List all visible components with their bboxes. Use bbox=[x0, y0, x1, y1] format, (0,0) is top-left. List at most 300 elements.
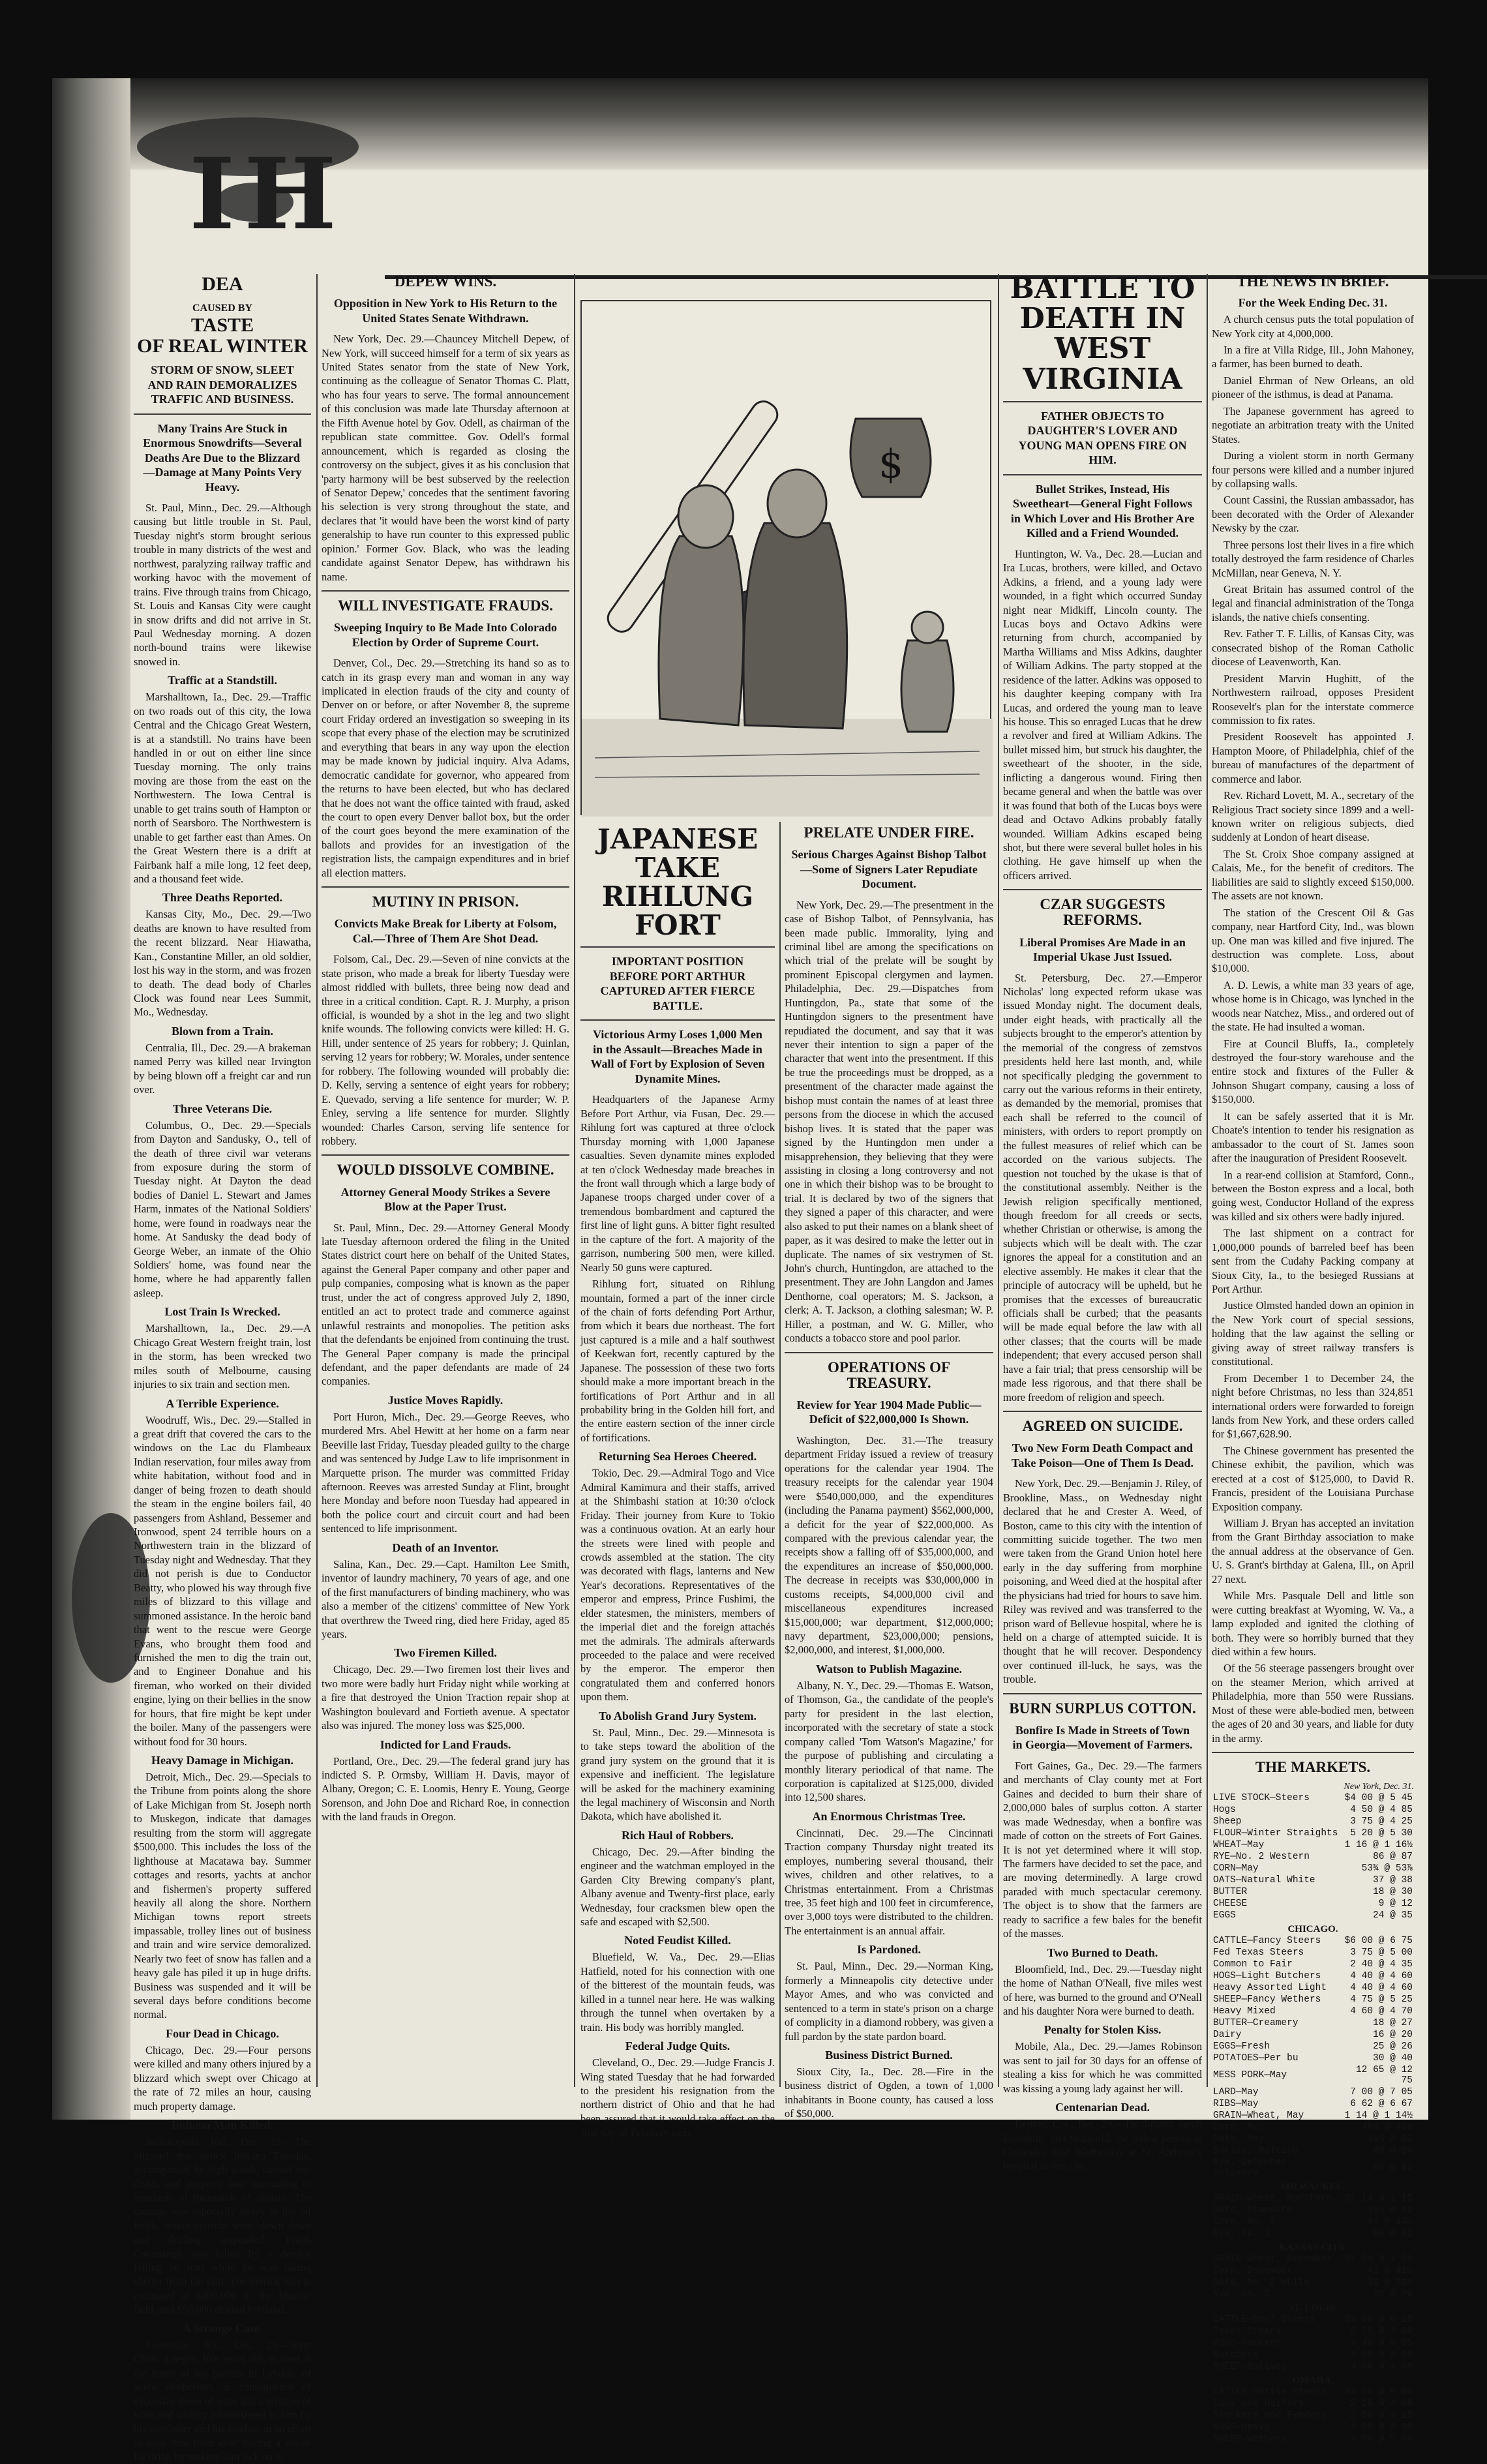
story-subhead: Four Dead in Chicago. bbox=[166, 2026, 279, 2040]
deck: Serious Charges Against Bishop Talbot—Some of Signers Later Repudiate Document. bbox=[791, 848, 987, 891]
story-body: Marshalltown, Ia., Dec. 29.—Traffic on two roads out of this city, the Iowa Central and the Chicago Great Western, is at a standstill. No trains have been handled in or out on either line since Tuesday morning. The only trains moving are those from the east on the Northwestern. The Iowa Central is unable to get trains south of Hampton or north of Searsboro. The Northwestern is unable to get farther east than Ames. On the Great Western there is a drift at Fairbank half a mile long, 12 feet deep, and a thousand feet wide. bbox=[134, 691, 311, 885]
markets-label: Common to Fair bbox=[1213, 1959, 1293, 1970]
markets-value: 6 62 @ 6 67 bbox=[1350, 2099, 1413, 2110]
headline-japanese: JAPANESE TAKE RIHLUNG FORT bbox=[597, 823, 759, 942]
news-brief-dateline: For the Week Ending Dec. 31. bbox=[1238, 296, 1388, 310]
story-body: New York, Dec. 29.—The presentment in the case of Bishop Talbot, of Pennsylvania, has been made public. Immorality, lying and criminal libel are among the specifications on which trial of the prelate will be sought by prominent Episcopal clergymen and laymen. Philadelphia, Dec. 29.—Dispatches from Huntingdon, Pa., state that some of the Huntingdon signers to the presentment have repudiated the document, and say that it was never their intention to sign a paper of the character that went into the presentment. If this be true the proceedings must be dropped, as a presentment of the character made against the bishop must contain the names of at least three persons from the diocese in which the accused bishop lives. It is stated that the paper was signed by the Huntingdon men under a misapprehension, they believing that they were assisting in closing a long controversy and not one in which their bishop was to be brought to trial. It is declared by two of the signers that they signed a paper of this character, and were also asked to put their names on a blank sheet of paper, as it was desired to make the letter out in duplicate. The names of six vestrymen of St. John's church, Huntingdon, are attached to the presentment. They are John Langdon and James Denthorne, coal operators; M. S. Jackson, a clerk; A. T. Jackson, a clothing salesman; W. P. Hiller, a postman, and W. G. Miller, who conducts a tobacco store and pool parlor. bbox=[785, 898, 993, 1345]
markets-value: $1 04 @ 1 05 bbox=[1344, 2254, 1413, 2265]
markets-value: 25 @ 26 bbox=[1373, 2041, 1413, 2052]
story-body: Chicago, Dec. 29.—Two firemen lost their lives and two more were badly hurt Friday night while working at a fire that destroyed the Union Traction repair shop at Washington boulevard and Fortieth avenue. A spectator also was injured. The money loss was $25,000. bbox=[322, 1663, 569, 1732]
markets-row bbox=[1212, 2228, 1414, 2240]
markets-label: SHEEP—Fancy Wethers bbox=[1213, 1994, 1321, 2006]
story-body: Washington, Dec. 31.—The treasury department Friday issued a review of treasury operations for the calendar year 1904. The treasury receipts for the calendar year 1904 were $540,000,000, and the expenditures (including the Panama payment) $562,000,000, a deficit for the year of $22,000,000. As compared with the previous calendar year, the receipts show a falling off of $35,000,000, and the expenditures an increase of $50,000,000. The decrease in receipts was $30,000,000 in customs receipts, $4,000,000 civil and miscellaneous expenditures increased $15,000,000; war department, $12,000,000; navy department, $23,000,000; pensions, $2,000,000, and interest, $1,000,000. bbox=[785, 1434, 993, 1657]
markets-dateline: New York, Dec. 31. bbox=[1344, 1782, 1414, 1792]
story-body: Albany, N. Y., Dec. 29.—Thomas E. Watson, of Thomson, Ga., the candidate of the people's party for president in the last election, incorporated with the secretary of state a stock company called 'Tom Watson's Magazine,' for the purpose of publishing and circulating a monthly literary periodical of that name. The corporation is capitalized at $125,000, divided into 12,500 shares. bbox=[785, 1679, 993, 1804]
divider bbox=[1003, 474, 1202, 475]
story-body: Folsom, Cal., Dec. 29.—Seven of nine convicts at the state prison, who made a break for liberty Tuesday were almost riddled with bullets, three being now dead and three in a critical condition. Capt. R. J. Murphy, a prison official, is wounded by a shot in the leg and two slight knife wounds. The following convicts were killed: H. G. Hill, under sentence of 25 years for robbery; J. Quinlan, serving 12 years for robbery; W. Morales, under sentence for robbery. The following wounded will probably die: D. Kelly, serving a sentence of eight years for robbery; E. Quevado, serving a life sentence for murder; W. P. Enley, serving a life sentence for murder. Slightly wounded: Charles Carson, serving life sentence for robbery. bbox=[322, 953, 569, 1147]
markets-value: 3 75 @ 5 00 bbox=[1350, 1947, 1413, 1959]
markets-value: 78 @ 79 bbox=[1373, 2289, 1413, 2300]
markets-value: 1 16 @ 1 16½ bbox=[1344, 1840, 1413, 1851]
story-subhead: A Terrible Experience. bbox=[166, 1396, 279, 1410]
markets-row bbox=[1212, 2349, 1414, 2361]
column-rule bbox=[316, 274, 318, 2087]
markets-value: $3 00 @ 6 25 bbox=[1344, 2315, 1413, 2326]
markets-row bbox=[1212, 2029, 1414, 2041]
news-brief-item: Justice Olmsted handed down an opinion in the New York court of special sessions, holding that the law against the selling or giving away of street railway transfers is constitutional. bbox=[1212, 1299, 1414, 1368]
markets-value: 4 40 @ 4 60 bbox=[1350, 1971, 1413, 1982]
news-brief-item: The station of the Crescent Oil & Gas company, near Hartford City, Ind., was blown up. One man was killed and five injured. The destruction was complete. Loss, about $10,000. bbox=[1212, 906, 1414, 975]
column-rule bbox=[779, 822, 781, 2087]
news-brief-item: While Mrs. Pasquale Dell and little son were cutting breakfast at Wyoming, W. Va., a lamp exploded and ignited the clothing of both. They were so horribly burned that they died within a few hours. bbox=[1212, 1589, 1414, 1658]
story-body: Salina, Kan., Dec. 29.—Capt. Hamilton Lee Smith, inventor of laundry machinery, 70 years of age, and one of the first manufacturers of binding machinery, who was also a member of the citizens' committee of New York that overthrew the Tweed ring, died here Friday, aged 85 years. bbox=[322, 1557, 569, 1640]
story-body: Portland, Ore., Dec. 29.—The federal grand jury has indicted S. P. Ormsby, William H. Davis, mayor of Albany, Oregon; C. E. Loomis, Henry E. Young, George Sorenson, and John Doe and Richard Roe, in connection with the land frauds in Oregon. bbox=[322, 1754, 569, 1824]
news-brief-item: Of the 56 steerage passengers brought over on the steamer Merion, which arrived at Philadelphia, more than 550 were Russians. Most of these were able-bodied men, between the ages of 20 and 30 years, and liable for duty in the army. bbox=[1212, 1662, 1414, 1745]
markets-value: 40 @ 50 bbox=[1373, 2146, 1413, 2157]
news-brief-item: Rev. Father T. F. Lillis, of Kansas City, was consecrated bishop of the Roman Catholic diocese of Leavenworth, Kan. bbox=[1212, 627, 1414, 669]
markets-label: Fed Texas Steers bbox=[1213, 1947, 1304, 1959]
story-subhead: A Strange Case. bbox=[182, 2321, 263, 2335]
story-subhead: Indicted for Land Frauds. bbox=[380, 1737, 511, 1751]
markets-label: CATTLE—Native Steers bbox=[1213, 2387, 1327, 2398]
news-brief-item: A church census puts the total population of New York city at 4,000,000. bbox=[1212, 313, 1414, 340]
markets-label: LARD—May bbox=[1213, 2087, 1259, 2098]
markets-city: ST. LOUIS. bbox=[1288, 2303, 1338, 2314]
markets-label: SHEEP—Natives bbox=[1213, 2362, 1287, 2373]
story-subhead: Noted Feudist Killed. bbox=[624, 1934, 731, 1947]
story-list bbox=[134, 501, 311, 2464]
markets-label: BUTTER bbox=[1213, 1887, 1248, 1898]
markets-value: 5 20 @ 5 30 bbox=[1350, 1828, 1413, 1839]
markets-value: 12 65 @ 12 75 bbox=[1355, 2065, 1413, 2086]
markets-row bbox=[1212, 2041, 1414, 2052]
markets-value: 4 00 @ 5 00 bbox=[1350, 2434, 1413, 2445]
deck: Sweeping Inquiry to Be Made Into Colorado Election by Order of Supreme Court. bbox=[333, 621, 558, 649]
divider bbox=[322, 590, 569, 592]
news-brief-item: The Chinese government has presented the Chinese exhibit, the pavilion, which was erected at a cost of $125,000, to David R. Francis, president of the Louisiana Purchase Exposition company. bbox=[1212, 1444, 1414, 1513]
news-brief-item: President Marvin Hughitt, of the Northwestern railroad, opposes President Roosevelt's plan for the interstate commerce commission to fix rates. bbox=[1212, 672, 1414, 727]
headline-line: CAUSED BY bbox=[192, 302, 252, 314]
news-brief-item: The St. Croix Shoe company assigned at Calais, Me., for the benefit of creditors. The liabilities are said to slightly exceed $150,000. The assets are not known. bbox=[1212, 847, 1414, 903]
markets-value: $6 00 @ 6 75 bbox=[1344, 1936, 1413, 1947]
markets-group-table bbox=[1212, 2193, 1414, 2240]
markets-row bbox=[1212, 1863, 1414, 1874]
story-body: Tokio, Dec. 29.—Admiral Togo and Vice Admiral Kamimura and their staffs, arrived at the Shimbashi station at 10:30 o'clock Friday. Their journey from Kure to Tokio was a continuous ovation. At an early hour the streets were lined with people and crowds assembled at the station. The city was decorated with flags, lanterns and New Year's decorations. Representatives of the emperor and empress, Prince Fushimi, the elder statesmen, the ministers, members of the imperial diet and the foreign attachés met the admirals. The admirals afterwards proceeded to the palace and were received by the emperor. The emperor then congratulated them and conferred honors upon them. bbox=[580, 1467, 775, 1704]
divider bbox=[1003, 889, 1202, 890]
story-subhead: Three Deaths Reported. bbox=[162, 891, 283, 905]
deck: STORM OF SNOW, SLEET AND RAIN DEMORALIZES TRAFFIC AND BUSINESS. bbox=[147, 363, 297, 406]
news-brief-item: Great Britain has assumed control of the legal and financial administration of the Tonga islands, the native chiefs consenting. bbox=[1212, 583, 1414, 624]
newspaper-page bbox=[52, 78, 1428, 2463]
markets-row bbox=[1212, 2289, 1414, 2300]
deck: FATHER OBJECTS TO DAUGHTER'S LOVER AND YOUNG MAN OPENS FIRE ON HIM. bbox=[1018, 409, 1187, 467]
cartoon-illustration bbox=[582, 301, 993, 817]
story-body: Cleveland, O., Dec. 29.—Judge Francis J. Wing stated Tuesday that he had forwarded to the president his resignation from the northern district of Ohio and that he had been assured that it would take effect on the first day of February next. bbox=[580, 2056, 775, 2139]
markets-label: WHEAT—May bbox=[1213, 1840, 1265, 1851]
markets-label: Hogs bbox=[1213, 1805, 1236, 1816]
news-brief-item: It can be safely asserted that it is Mr. Choate's intention to tender his resignation as ambassador to the court of St. James soon after the inauguration of President Roosevelt. bbox=[1212, 1109, 1414, 1165]
markets-row bbox=[1212, 2157, 1414, 2179]
story-subhead: Three Veterans Die. bbox=[172, 1102, 273, 1115]
markets-table bbox=[1212, 1792, 1414, 2445]
markets-group-table bbox=[1212, 1792, 1414, 1921]
markets-value: 18 @ 30 bbox=[1373, 1887, 1413, 1898]
story-body: St. Paul, Minn., Dec. 29.—Attorney General Moody late Tuesday afternoon ordered the filing in the United States district court here on behalf of the United States, against the General Paper company and other paper and pulp companies, composing what is known as the paper trust, under the act of congress approved July 2, 1890, entitled an act to protect trade and commerce against unlawful restraints and monopolies. The petition asks that the defendants be enjoined from continuing the trust. The General Paper company is made the principal defendant, and the paper defendants are made of 24 companies. bbox=[322, 1221, 569, 1388]
story-body: Indianapolis, Ind., Dec. 29.—The blizzard that struck Indiana Tuesday, accompanied by high winds, caused one death, and property loss amounting to hundreds of thousands of dollars. The damage was especially heavy in the oil fields, where derricks were blown down and drilling suspended. Frank Cavanaugh was killed by a derrick falling on him while he was taking shelter from the rain. The derrick loss is estimated at $200,000 in the Muncie field, and $50,000 around Portland. bbox=[134, 2135, 311, 2316]
story-subhead: Two Burned to Death. bbox=[1047, 1946, 1158, 1959]
markets-label: Stockers and Feeders bbox=[1213, 2411, 1327, 2422]
markets-row bbox=[1212, 2098, 1414, 2110]
news-brief-item: In a rear-end collision at Stamford, Conn., between the Boston express and a local, both going west, Conductor Holland of the express was killed and six others were badly injured. bbox=[1212, 1168, 1414, 1223]
markets-row bbox=[1212, 2314, 1414, 2326]
markets-row bbox=[1212, 2410, 1414, 2422]
markets-row bbox=[1212, 2386, 1414, 2398]
divider bbox=[322, 886, 569, 888]
story-subhead: Indiana Man Killed. bbox=[171, 2118, 274, 2132]
headline-news-brief: THE NEWS IN BRIEF. bbox=[1237, 273, 1389, 290]
deck: Convicts Make Break for Liberty at Folsom, Cal.—Three of Them Are Shot Dead. bbox=[334, 917, 557, 945]
markets-label: RYE—No. 2 Western bbox=[1213, 1852, 1310, 1863]
deck: IMPORTANT POSITION BEFORE PORT ARTHUR CAPTURED AFTER FIERCE BATTLE. bbox=[600, 955, 755, 1012]
masthead-title: IH bbox=[189, 137, 346, 252]
markets-row bbox=[1212, 2086, 1414, 2098]
markets-label: Sheep bbox=[1213, 1816, 1242, 1827]
headline-battle: BATTLE TO DEATH IN WEST VIRGINIA bbox=[1010, 272, 1195, 396]
divider bbox=[580, 946, 775, 948]
story-subhead: Lost Train Is Wrecked. bbox=[164, 1305, 280, 1319]
story-body: St. Paul, Minn., Dec. 29.—Minnesota is to take steps toward the abolition of the grand jury system on the ground that it is expensive and inefficient. The legislature will be asked for the machinery examining the legal machinery of Wisconsin and North Dakota, which have abolished it. bbox=[580, 1726, 775, 1823]
story-body: Kansas City, Mo., Dec. 29.—Two deaths are known to have resulted from the recent blizzard. Near Hiawatha, Kan., Constantine Miller, an old soldier, lost his way in the storm, and was frozen to death. The dead body of Charles Clock was found near Lees Summit, Mo., Wednesday. bbox=[134, 908, 311, 1019]
story-subhead: Rich Haul of Robbers. bbox=[621, 1828, 734, 1842]
headline-cotton: BURN SURPLUS COTTON. bbox=[1009, 1700, 1196, 1717]
markets-row bbox=[1212, 2145, 1414, 2157]
headline-depew: DEPEW WINS. bbox=[394, 273, 497, 290]
story-body: Headquarters of the Japanese Army Before Port Arthur, via Fusan, Dec. 29.—Rihlung fort was captured at three o'clock Thursday morning with 1,000 Japanese casualties. Seven dynamite mines exploded at ten o'clock Wednesday made breaches in the front wall through which a large body of Japanese troops charged under cover of a tremendous bombardment and captured the first line of light guns. A bitter fight resulted in the capture of the fort. A majority of the garrison, numbering 500 men, were killed. Nearly 50 guns were captured. bbox=[580, 1093, 775, 1274]
column-rule bbox=[574, 274, 575, 2087]
story-body: Huntington, W. Va., Dec. 28.—Lucian and Ira Lucas, brothers, were killed, and Octavo Adkins, a friend, and a young lady were wounded, in a fight which occurred Sunday night near Midkiff, Lincoln county. The Lucas boys and Octavo Adkins were returning from church, accompanied by Martha Williams and Miss Adkins, daughter of William Adkins. The party stopped at the residence of the latter. Adkins was opposed to his daughter keeping company with Ira Lucas, and ordered the young man to leave his house. This so enraged Lucas that he drew a revolver and fired at William Adkins. The bullet missed him, but struck his daughter, the sweetheart of the shooter, in the side, inflicting a dangerous wound. Firing then became general and when the battle was over it was found that both of the Lucas boys were dead and Octavo Adkins probably fatally wounded. William Adkins escaped being shot, but there were several bullet holes in his clothing. He gave himself up when the officers arrived. bbox=[1003, 547, 1202, 882]
markets-row bbox=[1212, 2122, 1414, 2133]
story-subhead: Traffic at a Standstill. bbox=[168, 674, 277, 687]
column-2 bbox=[322, 274, 569, 2094]
headline-suicide: AGREED ON SUICIDE. bbox=[1022, 1418, 1183, 1435]
markets-label: Rye, December Delivery bbox=[1213, 2157, 1287, 2179]
story-body: Rihlung fort, situated on Rihlung mountain, formed a part of the inner circle of the chain of forts defending Port Arthur, from which it bears due northeast. The fort just captured is a mile and a half southwest of Keekwan fort, recently captured by the Japanese. The possession of these two forts should make a more important breach in the fortifications of Port Arthur and in all probability bring in the Golden hill fort, and the entire eastern section of the inner circle of fortifications. bbox=[580, 1278, 775, 1444]
markets-label: Oats, No. 2 White bbox=[1213, 2277, 1310, 2289]
markets-row bbox=[1212, 1886, 1414, 1898]
markets-row bbox=[1212, 2133, 1414, 2145]
markets-row bbox=[1212, 2017, 1414, 2029]
headline-line: OF REAL WINTER bbox=[137, 335, 308, 357]
markets-row bbox=[1212, 2277, 1414, 2289]
headline-combine: WOULD DISSOLVE COMBINE. bbox=[337, 1162, 554, 1179]
news-brief-item: Three persons lost their lives in a fire which totally destroyed the farm residence of Charles McMillan, near Geneva, N. Y. bbox=[1212, 538, 1414, 579]
markets-label: FLOUR—Winter Straights bbox=[1213, 1828, 1338, 1839]
markets-value: 2 40 @ 4 35 bbox=[1350, 1959, 1413, 1970]
summary: Victorious Army Loses 1,000 Men in the Assault—Breaches Made in Wall of Fort by Explosion of Seven Dynamite Mines. bbox=[590, 1028, 765, 1085]
headline-winter bbox=[134, 274, 311, 356]
markets-value: 44 @ 44½ bbox=[1367, 2217, 1413, 2228]
news-brief-item: William J. Bryan has accepted an invitation from the Grant Birthday association to make the annual address at the observance of Gen. U. S. Grant's birthday at Galena, Ill., on April 27 next. bbox=[1212, 1517, 1414, 1585]
markets-label: Oats, Standard bbox=[1213, 2205, 1293, 2216]
column-6 bbox=[1212, 273, 1414, 2445]
story-subhead: Federal Judge Quits. bbox=[625, 2039, 730, 2053]
markets-value: 1 14 @ 1 14½ bbox=[1344, 2111, 1413, 2122]
markets-value: $3 50 @ 6 00 bbox=[1344, 2387, 1413, 2398]
markets-value: 31½ @ 32 bbox=[1367, 2205, 1413, 2216]
headline-prelate: PRELATE UNDER FIRE. bbox=[804, 824, 974, 841]
markets-label: SHEEP—Wethers bbox=[1213, 2434, 1287, 2445]
story-subhead: Penalty for Stolen Kiss. bbox=[1044, 2023, 1162, 2037]
markets-row bbox=[1212, 2398, 1414, 2410]
markets-row bbox=[1212, 1851, 1414, 1863]
deck: Two New Form Death Compact and Take Poison—One of Them Is Dead. bbox=[1011, 1441, 1194, 1469]
column-1 bbox=[134, 273, 311, 2463]
markets-label: Barley, Malting bbox=[1213, 2146, 1299, 2157]
markets-row bbox=[1212, 1816, 1414, 1827]
divider bbox=[1003, 1411, 1202, 1412]
markets-label: HOGS—Heavy bbox=[1213, 2422, 1270, 2433]
story-body: Marshalltown, Ia., Dec. 29.—A Chicago Great Western freight train, lost in the storm, has been wrecked two miles south of Melbourne, causing injuries to six train and section men. bbox=[134, 1322, 311, 1391]
story-subhead: Is Pardoned. bbox=[856, 1943, 921, 1957]
markets-label: Dairy bbox=[1213, 2030, 1242, 2041]
headline-treasury: OPERATIONS OF TREASURY. bbox=[827, 1359, 951, 1391]
markets-row bbox=[1212, 2216, 1414, 2228]
story-subhead: Returning Sea Heroes Cheered. bbox=[598, 1450, 757, 1464]
markets-row bbox=[1212, 1804, 1414, 1816]
story-body: New York, Dec. 29.—Benjamin J. Riley, of Brookline, Mass., on Wednesday night declared that he and Crester A. Weed, of Boston, came to this city with the intention of committing suicide together. The two men were taken from the Grand Union hotel here early in the day suffering from morphine poisoning, and Weed died at the hospital after the physicians had tried for hours to save him. Riley was revived and was transferred to the prison ward of Bellevue hospital, where he is held on a charge of attempted suicide. It is thought that he will recover. Despondency over continued ill-luck, he says, was the trouble. bbox=[1003, 1477, 1202, 1686]
story-body: St. Paul, Minn., Dec. 29.—Although causing but little trouble in St. Paul, Tuesday night's storm brought serious trouble in many districts of the west and northwest, paralyzing railway traffic and working havoc with the movement of trains. Five through trains from Chicago, St. Louis and Kansas City were caught in snow drifts and did not arrive in St. Paul Wednesday morning. A dozen north-bound trains were likewise snowed in. bbox=[134, 502, 311, 668]
markets-row bbox=[1212, 1792, 1414, 1804]
markets-value: 31 @ 31½ bbox=[1367, 2277, 1413, 2289]
news-brief-item: Fire at Council Bluffs, Ia., completely destroyed the four-story warehouse and the entire stock and fixtures of the Fuller & Johnson Shugart company, causing a loss of $150,000. bbox=[1212, 1037, 1414, 1106]
divider bbox=[785, 1352, 993, 1353]
markets-label: Corn, May bbox=[1213, 2122, 1265, 2133]
story-body: Mobile, Ala., Dec. 29.—James Robinson was sent to jail for 30 days for an offense of stealing a kiss for which he was committed was kissing a young lady against her will. bbox=[1003, 2040, 1202, 2095]
headline-czar: CZAR SUGGESTS REFORMS. bbox=[1040, 896, 1165, 929]
markets-label: MESS PORK—May bbox=[1213, 2070, 1287, 2081]
column-3 bbox=[580, 823, 775, 2139]
story-subhead: Heavy Damage in Michigan. bbox=[151, 1754, 293, 1767]
markets-label: GRAIN—Wheat, Northern bbox=[1213, 2193, 1332, 2204]
story-body: Denver, Col., Dec. 29.—Dr. Johann Jacob Eisenblut, 104 years old, the oldest person in Colorado, died Wednesday at St. Anthony's hospital in this city. bbox=[1003, 2118, 1202, 2172]
markets-label: GRAIN—Wheat, May bbox=[1213, 2111, 1304, 2122]
markets-title: THE MARKETS. bbox=[1255, 1759, 1371, 1776]
markets-label: CORN—May bbox=[1213, 1863, 1259, 1874]
story-body: Woodruff, Wis., Dec. 29.—Stalled in a great drift that covered the cars to the windows on the Lac du Flambeaux Indian reservation, four miles away from white habitation, without food and in danger of being frozen to death should the steam in the engine boilers fail, 40 passengers from Ashland, Bessemer and Ironwood, spent 24 terrible hours on a Northwestern train in the blizzard of Tuesday night and Wednesday. That they did not perish is due to Conductor Beatty, who plowed his way through five miles of blizzard to this village and summoned assistance. In the heroic band that went to the rescue were George Evans, who brought them food and furnished the men to dig the train out, and to Engineer Donahue and his fireman, who worked on their divided engine, lying on their bellies in the snow for hours, that fire might be kept under the boiler. Many of the passengers were without food for 30 hours. bbox=[134, 1413, 311, 1748]
markets-row bbox=[1212, 1839, 1414, 1851]
markets-city: OMAHA. bbox=[1292, 2375, 1334, 2386]
news-brief-list bbox=[1212, 312, 1414, 1745]
story-subhead: Centenarian Dead. bbox=[1055, 2101, 1150, 2114]
markets-row bbox=[1212, 1959, 1414, 1970]
story-subhead: Justice Moves Rapidly. bbox=[387, 1393, 503, 1407]
masthead bbox=[130, 124, 1402, 274]
markets-label: Heavy Assorted Light bbox=[1213, 1983, 1327, 1994]
markets-row bbox=[1212, 1935, 1414, 1947]
markets-value: 2 25 @ 4 00 bbox=[1350, 2399, 1413, 2410]
markets-row bbox=[1212, 1910, 1414, 1921]
markets-label: EGGS—Fresh bbox=[1213, 2041, 1270, 2052]
divider bbox=[1003, 401, 1202, 402]
story-body: Cincinnati, Dec. 29.—The Cincinnati Traction company Thursday night treated its employes, numbering several thousand, their wives, children and other relatives, to a Christmas entertainment. From a Christmas tree, 35 feet high and 100 feet in circumference, over 3,000 toys were distributed to the children. The entertainment is an annual affair. bbox=[785, 1826, 993, 1937]
story-subhead: Blown from a Train. bbox=[171, 1024, 273, 1038]
markets-label: LIVE STOCK—Steers bbox=[1213, 1793, 1310, 1804]
divider bbox=[1003, 1693, 1202, 1694]
news-brief-item: Daniel Ehrman of New Orleans, an old pioneer of the isthmus, is dead at Panama. bbox=[1212, 374, 1414, 401]
divider bbox=[322, 1154, 569, 1156]
markets-label: BUTTER—Creamery bbox=[1213, 2018, 1299, 2029]
markets-label: Oats, May bbox=[1213, 2134, 1265, 2145]
markets-value: 2 75 @ 4 60 bbox=[1350, 2326, 1413, 2337]
markets-label: EGGS bbox=[1213, 1910, 1236, 1921]
news-brief-item: Count Cassini, the Russian ambassador, has been decorated with the Order of Alexander Newsky by the czar. bbox=[1212, 494, 1414, 535]
markets-value: 2 50 @ 4 15 bbox=[1350, 2411, 1413, 2422]
markets-value: 41 @ 41½ bbox=[1367, 2266, 1413, 2277]
story-body: Chicago, Dec. 29.—Four persons were killed and many others injured by a blizzard which swept over Chicago at the rate of 72 miles an hour, causing much property damage. bbox=[134, 2043, 311, 2112]
headline-line: DEA bbox=[202, 273, 243, 295]
news-brief-item: During a violent storm in north Germany four persons were killed and a number injured by collapsing walls. bbox=[1212, 449, 1414, 490]
markets-label: OATS—Natural White bbox=[1213, 1875, 1315, 1886]
deck: Bonfire Is Made in Streets of Town in Georgia—Movement of Farmers. bbox=[1012, 1723, 1193, 1752]
news-brief-item: President Roosevelt has appointed J. Hampton Moore, of Philadelphia, chief of the bureau of manufactures of the department of commerce and labor. bbox=[1212, 730, 1414, 785]
markets-value: 4 50 @ 4 85 bbox=[1350, 1805, 1413, 1816]
deck: Opposition in New York to His Return to the United States Senate Withdrawn. bbox=[333, 297, 558, 325]
story-body: Bluefield, W. Va., Dec. 29.—Elias Hatfield, noted for his connection with one of the bitterest of the mountain feuds, was killed in a tunnel near here. He was walking through the tunnel when overtaken by a train. His body was horribly mangled. bbox=[580, 1951, 775, 2034]
markets-row bbox=[1212, 2064, 1414, 2086]
markets-city: CHICAGO. bbox=[1287, 1924, 1338, 1935]
markets-row bbox=[1212, 1874, 1414, 1886]
markets-row bbox=[1212, 2193, 1414, 2204]
markets-label: HOGS—Packers bbox=[1213, 2338, 1282, 2349]
markets-value: 7 00 @ 7 05 bbox=[1350, 2087, 1413, 2098]
story-body: Fort Gaines, Ga., Dec. 29.—The farmers and merchants of Clay county met at Fort Gaines and decided to burn their share of 2,000,000 bales of surplus cotton. A starter was made Wednesday, when a bonfire was made of cotton on the streets of Fort Gaines. It is not yet determined where it will stop. The farmers have decided to set the pace, and are moving determinedly. A large crowd paraded with much spectacular ceremony. The object is to show that the farmers are ready to sacrifice a few bales for the benefit of the masses. bbox=[1003, 1759, 1202, 1940]
markets-value: 18 @ 27 bbox=[1373, 2018, 1413, 2029]
headline-line: TASTE bbox=[190, 314, 254, 336]
markets-value: 4 00 @ 4 60 bbox=[1350, 2362, 1413, 2373]
story-body: St. Paul, Minn., Dec. 29.—Norman King, formerly a Minneapolis city detective under Mayor Ames, and who was convicted and sentenced to a term in state's prison on a charge of complicity in a diamond robbery, was given a full pardon by the state pardon board. bbox=[785, 1960, 993, 2043]
markets-value: 4 40 @ 4 60 bbox=[1350, 1983, 1413, 1994]
markets-row bbox=[1212, 1970, 1414, 1982]
markets-row bbox=[1212, 2253, 1414, 2265]
markets-value: 80 @ 81 bbox=[1373, 2229, 1413, 2240]
cartoon bbox=[580, 300, 991, 815]
markets-row bbox=[1212, 2052, 1414, 2064]
story-body: Denver, Col., Dec. 29.—Stretching its hand so as to catch in its grasp every man and woman in any way implicated in election frauds of the city and county of Denver on or before, or after November 8, the supreme court Friday ordered an investigation so sweeping in its scope that every phase of the election may be scrutinized and everything that bears in any way upon the election may be made known by judicial inquiry. Alva Adams, democratic candidate for governor, who appeared from the returns to have been elected, but who has declared that he does not want the office tainted with fraud, asked the court to open every Denver ballot box, but the order of the court goes beyond the mere examination of the ballots and provides for an investigation of the registration lists, the campaign expenditures and in brief all election matters. bbox=[322, 657, 569, 879]
markets-group-table bbox=[1212, 2253, 1414, 2300]
markets-label: CHEESE bbox=[1213, 1899, 1248, 1910]
scan-edge-left bbox=[52, 78, 130, 2120]
story-subhead: Two Firemen Killed. bbox=[394, 1646, 497, 1660]
markets-value: 37 @ 38 bbox=[1373, 1875, 1413, 1886]
deck: Liberal Promises Are Made in an Imperial Ukase Just Issued. bbox=[1019, 935, 1186, 964]
markets-row bbox=[1212, 1827, 1414, 1839]
story-body: New York, Dec. 29.—Chauncey Mitchell Depew, of New York, will succeed himself for a term of six years as United States senator from the state of New York, continuing as the colleague of Senator Thomas C. Platt, who has four years to serve. The formal announcement of this conclusion was made late Thursday afternoon at the Fifth Avenue hotel by Gov. Odell, as chairman of the republican state committee. Gov. Odell's formal announcement, which is regarded as closing the controversy on the subject, gives it as his conclusion that 'party harmony will be best subserved by the reelection of Senator Depew,' concedes that the sentiment favoring his selection is very strong throughout the state, and declares that 'it would have been the worst kind of party generalship to have run counter to this expressed public opinion.' Former Gov. Black, who was the leading candidate against Senator Depew, has withdrawn his name. bbox=[322, 333, 569, 583]
markets-label: Heavy Mixed bbox=[1213, 2006, 1276, 2017]
headline-frauds: WILL INVESTIGATE FRAUDS. bbox=[338, 597, 553, 614]
column-rule bbox=[998, 274, 999, 2087]
column-rule bbox=[1207, 274, 1208, 2087]
story-subhead: To Abolish Grand Jury System. bbox=[599, 1709, 757, 1722]
markets-group-table bbox=[1212, 2314, 1414, 2373]
markets-label: Rye, No. 2 bbox=[1213, 2289, 1270, 2300]
story-body: Columbus, O., Dec. 29.—Specials from Dayton and Sandusky, O., tell of the death of three civil war veterans from exposure during the storm of Tuesday night. At Dayton the dead bodies of Daniel L. Stewart and James Harm, inmates of the National Soldiers' home, were found in roadways near the home. At Sandusky the dead body of George Weber, an inmate of the Ohio Soldiers' home, was found near the home, where he had apparently fallen asleep. bbox=[134, 1119, 311, 1299]
markets-value: 4 75 @ 5 25 bbox=[1350, 1994, 1413, 2006]
story-subhead: Business District Burned. bbox=[825, 2048, 953, 2062]
markets-row bbox=[1212, 1947, 1414, 1959]
markets-value: 4 30 @ 4 40 bbox=[1350, 2422, 1413, 2433]
markets-value: 16 @ 20 bbox=[1373, 2030, 1413, 2041]
news-brief-item: The last shipment on a contract for 1,000,000 pounds of barreled beef has been sent from the Cudahy Packing company at Sioux City, Ia., to the besieged Russians at Port Arthur. bbox=[1212, 1227, 1414, 1296]
news-brief-item: Rev. Richard Lovett, M. A., secretary of the Religious Tract society since 1899 and a well-known writer on religious subjects, died suddenly at London of heart disease. bbox=[1212, 789, 1414, 844]
story-subhead: Watson to Publish Magazine. bbox=[815, 1662, 963, 1675]
markets-group-table bbox=[1212, 2386, 1414, 2445]
markets-value: 86 @ 87 bbox=[1373, 1852, 1413, 1863]
divider bbox=[580, 1019, 775, 1021]
markets-value: 4 60 @ 4 70 bbox=[1350, 2006, 1413, 2017]
markets-row bbox=[1212, 2326, 1414, 2337]
markets-city: KANSAS CITY. bbox=[1278, 2242, 1347, 2253]
story-body: Louisville, Ky., Dec. 29.—John Clark, a negro, five years old, is dead at the home of his parents in Lyndon, of acute alcoholism, in consequence of excessive doses of wine and a mixture of wine and whisky administered to him by his stepfather and his mother, in an effort to keep him from ever having a desire for drink by making him sick on it. bbox=[134, 2338, 311, 2463]
markets-row bbox=[1212, 2422, 1414, 2433]
markets-row bbox=[1212, 2361, 1414, 2373]
markets-value: 4 40 @ 4 55 bbox=[1350, 2338, 1413, 2349]
story-body: Sioux City, Ia., Dec. 28.—Fire in the business district of Ogden, a town of 1,000 inhabitants in Boone county, has caused a loss of $50,000. bbox=[785, 2065, 993, 2120]
markets-value: 30 @ 40 bbox=[1373, 2053, 1413, 2064]
divider bbox=[134, 413, 311, 415]
svg-text:$: $ bbox=[879, 442, 904, 487]
markets-label: Texas Steers bbox=[1213, 2326, 1282, 2337]
markets-label: Corn, December bbox=[1213, 2266, 1293, 2277]
story-body: Centralia, Ill., Dec. 29.—A brakeman named Perry was killed near Irvington by being blown off a freight car and run over. bbox=[134, 1041, 311, 1096]
markets-label: GRAIN—Wheat, December bbox=[1213, 2254, 1332, 2265]
story-body: Chicago, Dec. 29.—After binding the engineer and the watchman employed in the Garden City Brewing company's plant, Albany avenue and Twenty-first place, early Wednesday, four cracksmen blew open the safe and escaped with $2,500. bbox=[580, 1845, 775, 1928]
markets-label: RIBS—May bbox=[1213, 2099, 1259, 2110]
markets-label: Corn, No. 3 bbox=[1213, 2217, 1276, 2228]
news-brief-item: The Japanese government has agreed to negotiate an arbitration treaty with the United States. bbox=[1212, 404, 1414, 445]
markets-value: 53¾ @ 53⅞ bbox=[1361, 1863, 1413, 1874]
markets-row bbox=[1212, 1982, 1414, 1994]
markets-city: MILWAUKEE. bbox=[1280, 2182, 1345, 2193]
markets-row bbox=[1212, 1898, 1414, 1910]
story-subhead: Death of an Inventor. bbox=[392, 1540, 499, 1554]
markets-label: Butchers bbox=[1213, 2350, 1259, 2361]
markets-label: Cows and Heifers bbox=[1213, 2399, 1304, 2410]
markets-label: CATTLE—Fancy Steers bbox=[1213, 1936, 1321, 1947]
column-5 bbox=[1003, 272, 1202, 2172]
markets-value: 24 @ 35 bbox=[1373, 1910, 1413, 1921]
markets-value: 3 75 @ 4 25 bbox=[1350, 1816, 1413, 1827]
markets-value: 9 @ 12 bbox=[1378, 1899, 1413, 1910]
markets-value: 4 50 @ 4 65 bbox=[1350, 2350, 1413, 2361]
markets-row bbox=[1212, 2204, 1414, 2216]
markets-value: $1 14 @ 1 15 bbox=[1344, 2193, 1413, 2204]
markets-row bbox=[1212, 1994, 1414, 2006]
deck: Review for Year 1904 Made Public—Deficit of $22,000,000 Is Shown. bbox=[796, 1398, 982, 1426]
markets-value: 31⅞ @ 32 bbox=[1367, 2134, 1413, 2145]
markets-row bbox=[1212, 2337, 1414, 2349]
deck: Attorney General Moody Strikes a Severe Blow at the Paper Trust. bbox=[340, 1185, 550, 1214]
markets-value: 46⅛ @ 46½ bbox=[1361, 2122, 1413, 2133]
markets-group-table bbox=[1212, 1935, 1414, 2179]
story-subhead: An Enormous Christmas Tree. bbox=[812, 1809, 966, 1823]
story-body: Port Huron, Mich., Dec. 29.—George Reeves, who murdered Mrs. Abel Hewitt at her home on a farm near Beeville last Friday, Tuesday pleaded guilty to the charge and was sentenced by Judge Law to life imprisonment in Marquette prison. The murder was committed Friday afternoon. Reeves was arrested Sunday at Flint, brought here Monday and before noon Tuesday had appeared in both the police court and circuit court and had been sentenced to life imprisonment. bbox=[322, 1410, 569, 1535]
markets-value: $4 00 @ 5 45 bbox=[1344, 1793, 1413, 1804]
news-brief-item: In a fire at Villa Ridge, Ill., John Mahoney, a farmer, has been burned to death. bbox=[1212, 344, 1414, 370]
divider bbox=[1212, 1752, 1414, 1753]
markets-row bbox=[1212, 2433, 1414, 2445]
news-brief-item: A. D. Lewis, a white man 33 years of age, whose home is in Chicago, was lynched in the woods near Natchez, Miss., and ordered out of the state. He had insulted a woman. bbox=[1212, 978, 1414, 1034]
markets-row bbox=[1212, 2110, 1414, 2122]
column-4 bbox=[785, 824, 993, 2120]
